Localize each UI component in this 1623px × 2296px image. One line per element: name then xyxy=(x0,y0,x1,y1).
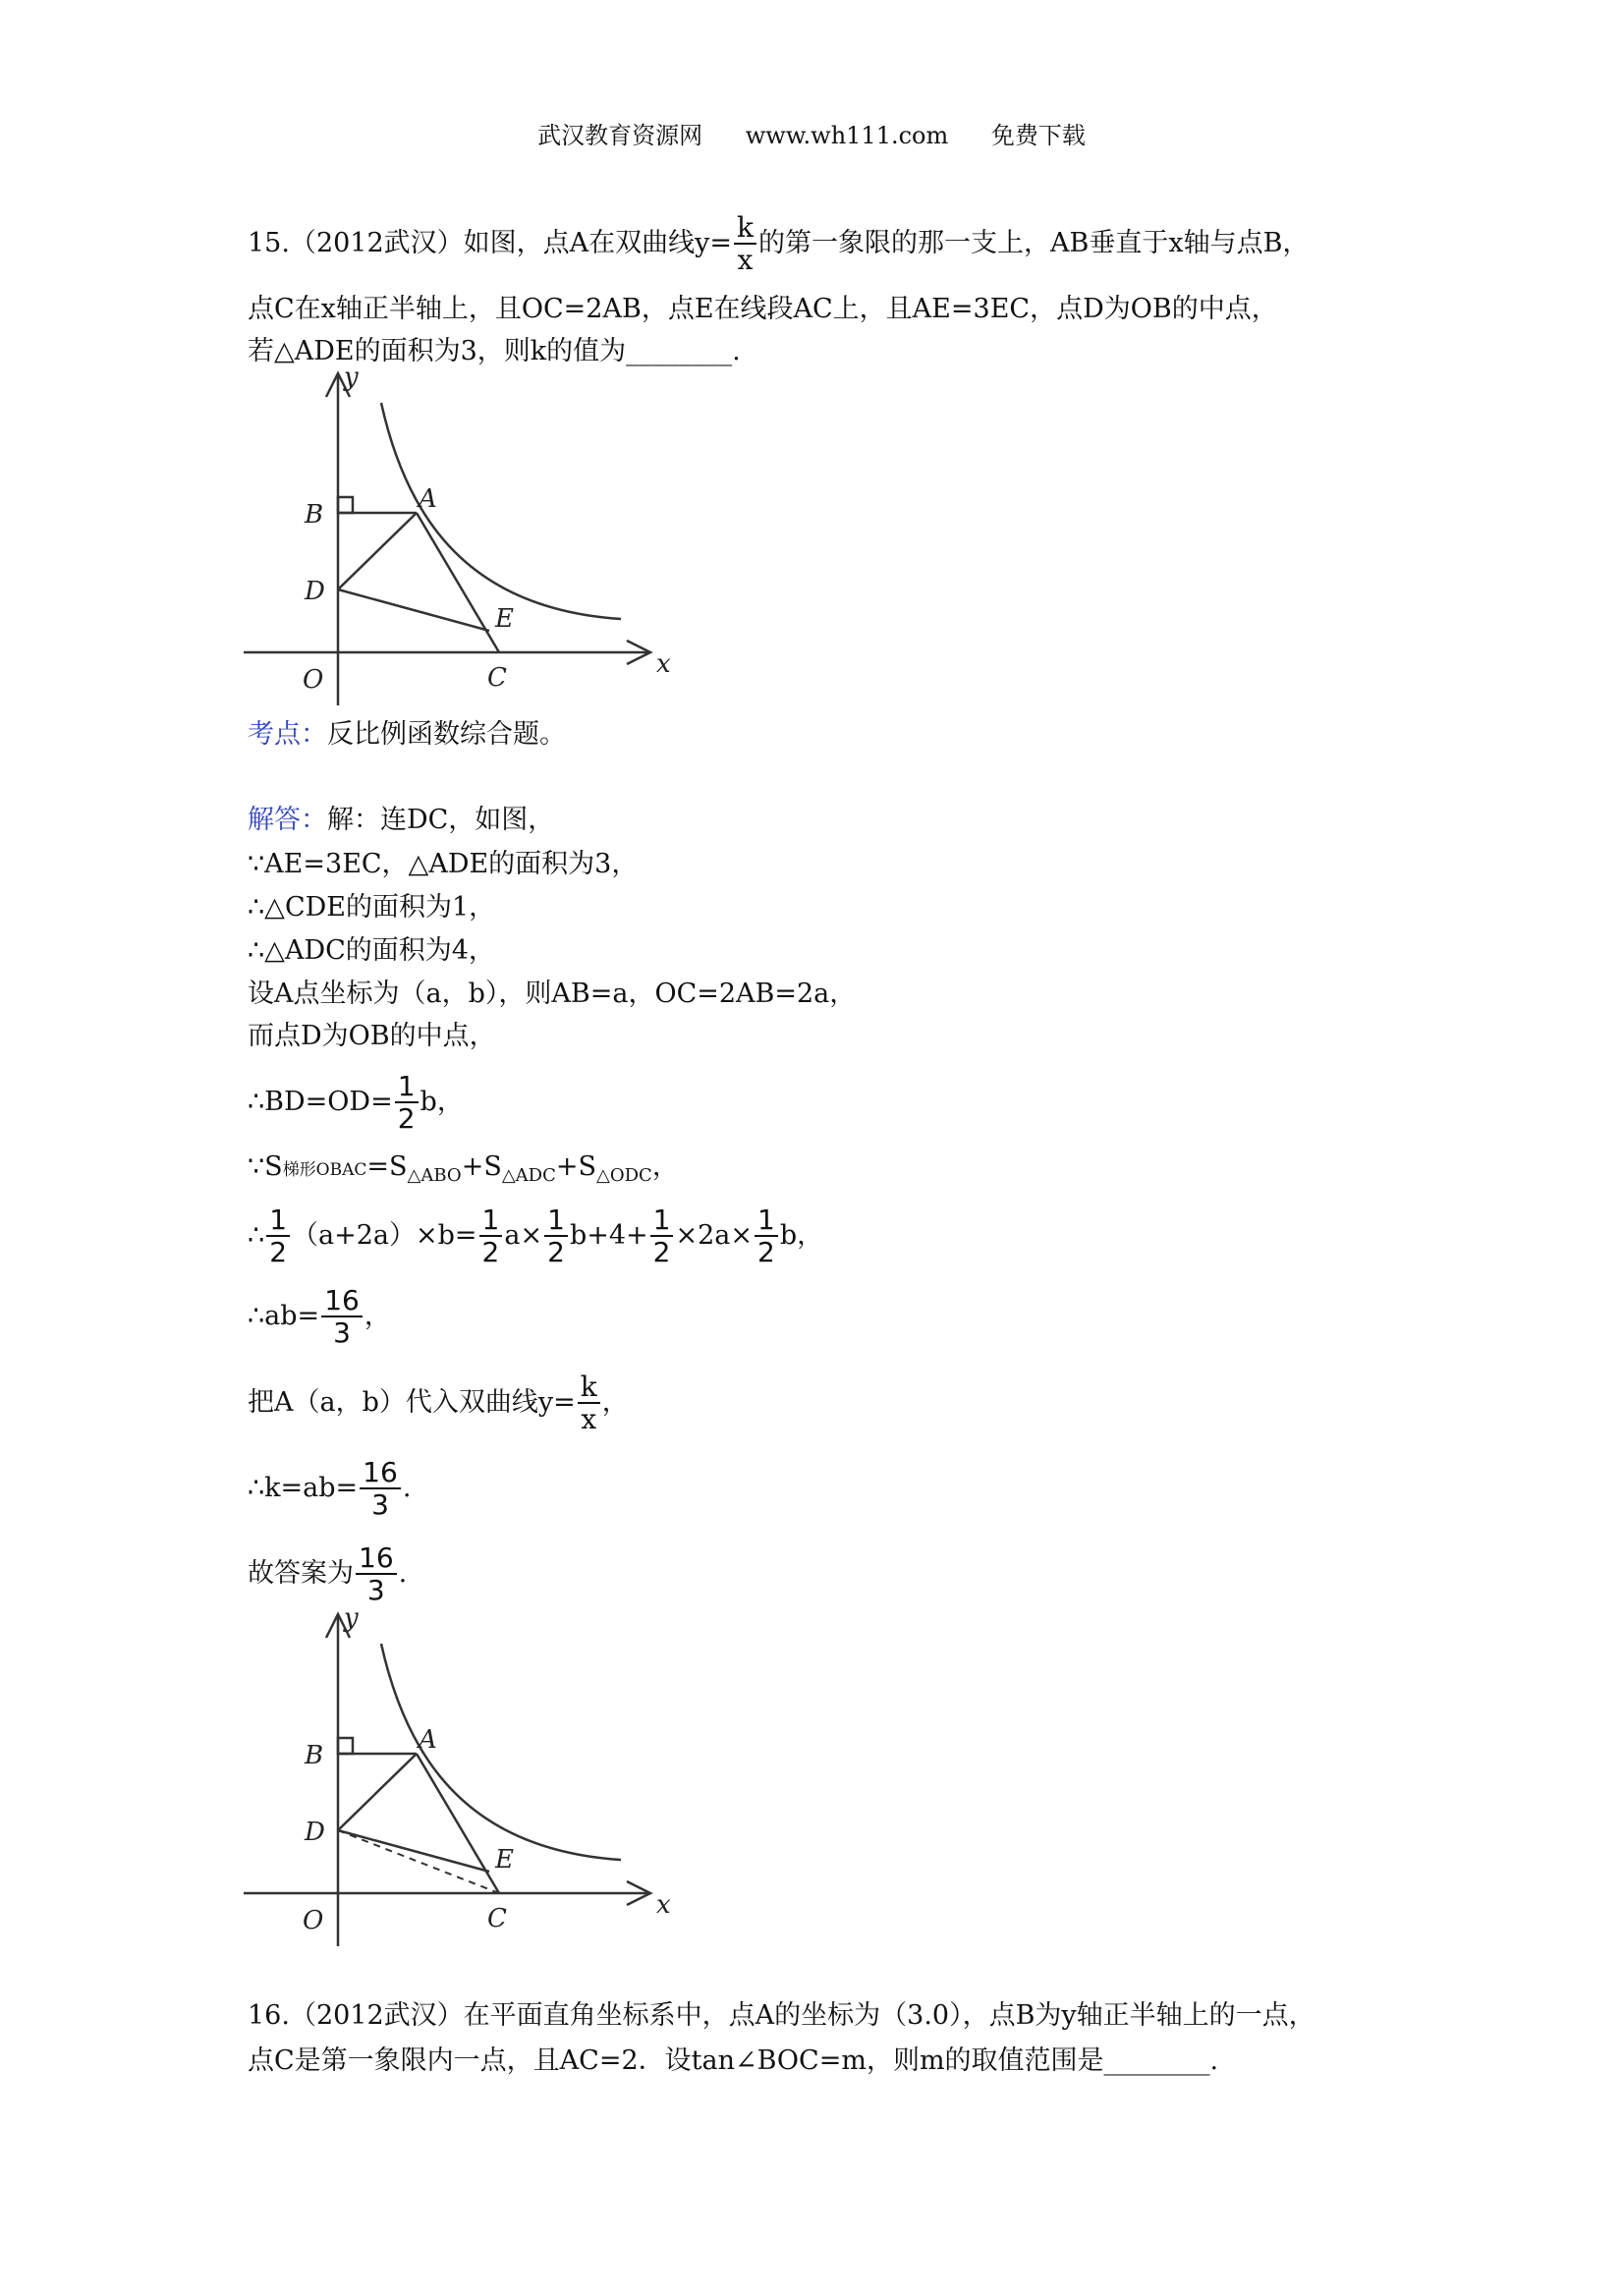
step8-pre: ∴ xyxy=(248,1220,265,1251)
fraction-16-over-3 xyxy=(356,1541,397,1606)
label-C: C xyxy=(487,663,507,693)
frac-den: 3 xyxy=(366,1574,385,1606)
hyperbola-curve xyxy=(381,403,621,619)
step7-a: ∵S xyxy=(248,1151,283,1182)
fraction-one-half xyxy=(650,1206,674,1266)
label-y: y xyxy=(344,1606,359,1633)
label-A: A xyxy=(419,1725,437,1755)
fraction-k-over-x xyxy=(578,1373,600,1433)
fraction-one-half xyxy=(544,1206,568,1266)
label-C: C xyxy=(487,1904,507,1933)
answer-post: . xyxy=(398,1558,408,1589)
solution-step-3: ∴△ADC的面积为4， xyxy=(248,935,495,966)
step7-c: +S xyxy=(461,1151,502,1182)
step7-e: ， xyxy=(651,1151,679,1182)
q15-fraction-k-over-x xyxy=(734,211,756,276)
frac-num: 1 xyxy=(650,1206,674,1237)
q15-line2: 点C在x轴正半轴上，且OC=2AB，点E在线段AC上，且AE=3EC，点D为OB的中点， xyxy=(248,294,1278,324)
q15-line1-text-a: 15.（2012武汉）如图，点A在双曲线y= xyxy=(248,228,733,258)
header-site: 武汉教育资源网 xyxy=(537,122,703,149)
frac-den: 2 xyxy=(481,1236,500,1268)
frac-num: 16 xyxy=(360,1459,401,1489)
fraction-one-half xyxy=(479,1206,503,1266)
frac-num: 16 xyxy=(356,1544,397,1575)
frac-num: 16 xyxy=(321,1287,363,1317)
step10-post: ， xyxy=(601,1387,629,1418)
header-note: 免费下载 xyxy=(990,122,1086,149)
fraction-one-half xyxy=(266,1206,290,1266)
frac-den: 2 xyxy=(269,1236,288,1268)
right-angle-mark xyxy=(338,497,353,513)
fraction-one-half xyxy=(395,1070,419,1135)
solution-step-11 xyxy=(248,1456,412,1521)
kaodian-label: 考点： xyxy=(248,719,327,750)
frac-den: 3 xyxy=(371,1488,389,1521)
solution-figure xyxy=(236,1606,688,1960)
label-O: O xyxy=(303,1906,324,1935)
step7-sub1: 梯形OBAC xyxy=(282,1160,367,1180)
step7-sub3: △ADC xyxy=(501,1165,556,1186)
label-E: E xyxy=(495,1845,514,1875)
kaodian-text: 反比例函数综合题。 xyxy=(327,719,566,750)
q15-line1 xyxy=(248,211,1310,276)
frac-num: 1 xyxy=(266,1206,290,1237)
frac-num: k xyxy=(578,1373,600,1404)
step10-pre: 把A（a，b）代入双曲线y= xyxy=(248,1387,576,1418)
step7-sub2: △ABO xyxy=(407,1165,462,1186)
label-D: D xyxy=(305,1818,325,1847)
solution-step-6 xyxy=(248,1070,464,1135)
step11-post: . xyxy=(402,1473,412,1503)
fraction-one-half xyxy=(755,1206,778,1266)
step7-b: =S xyxy=(366,1151,408,1182)
frac-num: 1 xyxy=(755,1206,778,1237)
step8-t1: （a+2a）×b= xyxy=(292,1220,477,1251)
q15-line3: 若△ADE的面积为3，则k的值为________. xyxy=(248,336,741,366)
frac-den: 2 xyxy=(652,1236,671,1268)
frac-den: 2 xyxy=(397,1102,416,1135)
segment-DA xyxy=(338,513,417,589)
solution-step-4: 设A点坐标为（a，b），则AB=a，OC=2AB=2a， xyxy=(248,979,857,1009)
segment-DA xyxy=(338,1754,417,1830)
solution-step-9 xyxy=(248,1284,391,1349)
step6-post: b， xyxy=(420,1087,464,1117)
solution-step-8 xyxy=(248,1206,823,1266)
solution-answer xyxy=(248,1541,408,1606)
page-header xyxy=(0,116,1623,150)
fraction-16-over-3 xyxy=(321,1284,363,1349)
frac-den: x xyxy=(581,1403,597,1435)
frac-den: 2 xyxy=(757,1236,775,1268)
segment-DC-dashed xyxy=(338,1830,499,1893)
hyperbola-curve xyxy=(381,1644,621,1860)
header-url: www.wh111.com xyxy=(745,122,949,149)
frac-den: 2 xyxy=(547,1236,565,1268)
step7-d: +S xyxy=(555,1151,596,1182)
step8-t4: ×2a× xyxy=(675,1220,754,1251)
q15-figure xyxy=(236,365,688,719)
label-A: A xyxy=(419,484,437,514)
frac-den: 3 xyxy=(333,1316,351,1349)
solution-step-1: ∵AE=3EC，△ADE的面积为3， xyxy=(248,849,639,879)
label-E: E xyxy=(495,604,514,634)
q15-line1-text-b: 的第一象限的那一支上，AB垂直于x轴与点B， xyxy=(758,228,1310,258)
frac-num: 1 xyxy=(479,1206,503,1237)
step9-pre: ∴ab= xyxy=(248,1301,320,1331)
jieda-label: 解答： xyxy=(248,805,327,835)
right-angle-mark xyxy=(338,1738,353,1754)
solution-step-2: ∴△CDE的面积为1， xyxy=(248,892,496,923)
step6-pre: ∴BD=OD= xyxy=(248,1087,393,1117)
label-x: x xyxy=(656,1890,671,1920)
q16-line1: 16.（2012武汉）在平面直角坐标系中，点A的坐标为（3.0），点B为y轴正半轴上的一点， xyxy=(248,2000,1315,2031)
step9-post: ， xyxy=(364,1301,391,1331)
step11-pre: ∴k=ab= xyxy=(248,1473,359,1503)
step8-t5: b， xyxy=(779,1220,824,1251)
jieda-text: 解：连DC，如图， xyxy=(327,805,555,835)
q15-frac-num: k xyxy=(734,214,756,245)
label-x: x xyxy=(656,649,671,679)
label-O: O xyxy=(303,665,324,695)
step8-t2: a× xyxy=(504,1220,543,1251)
jieda-first-line xyxy=(248,801,554,840)
label-y: y xyxy=(344,365,359,392)
q16-line2: 点C是第一象限内一点，且AC=2．设tan∠BOC=m，则m的取值范围是________. xyxy=(248,2045,1219,2076)
label-D: D xyxy=(305,577,325,606)
segment-AC xyxy=(417,1754,499,1893)
frac-num: 1 xyxy=(544,1206,568,1237)
fraction-16-over-3 xyxy=(360,1456,401,1521)
frac-num: 1 xyxy=(395,1073,419,1103)
solution-step-5: 而点D为OB的中点， xyxy=(248,1021,496,1051)
label-B: B xyxy=(305,1741,324,1770)
label-B: B xyxy=(305,500,324,530)
answer-pre: 故答案为 xyxy=(248,1558,354,1589)
segment-AC xyxy=(417,513,499,652)
q15-frac-den: x xyxy=(737,244,754,276)
kaodian xyxy=(248,715,566,755)
solution-step-7 xyxy=(248,1148,679,1196)
solution-step-10 xyxy=(248,1373,629,1433)
step7-sub4: △ODC xyxy=(596,1165,652,1186)
step8-t3: b+4+ xyxy=(569,1220,648,1251)
